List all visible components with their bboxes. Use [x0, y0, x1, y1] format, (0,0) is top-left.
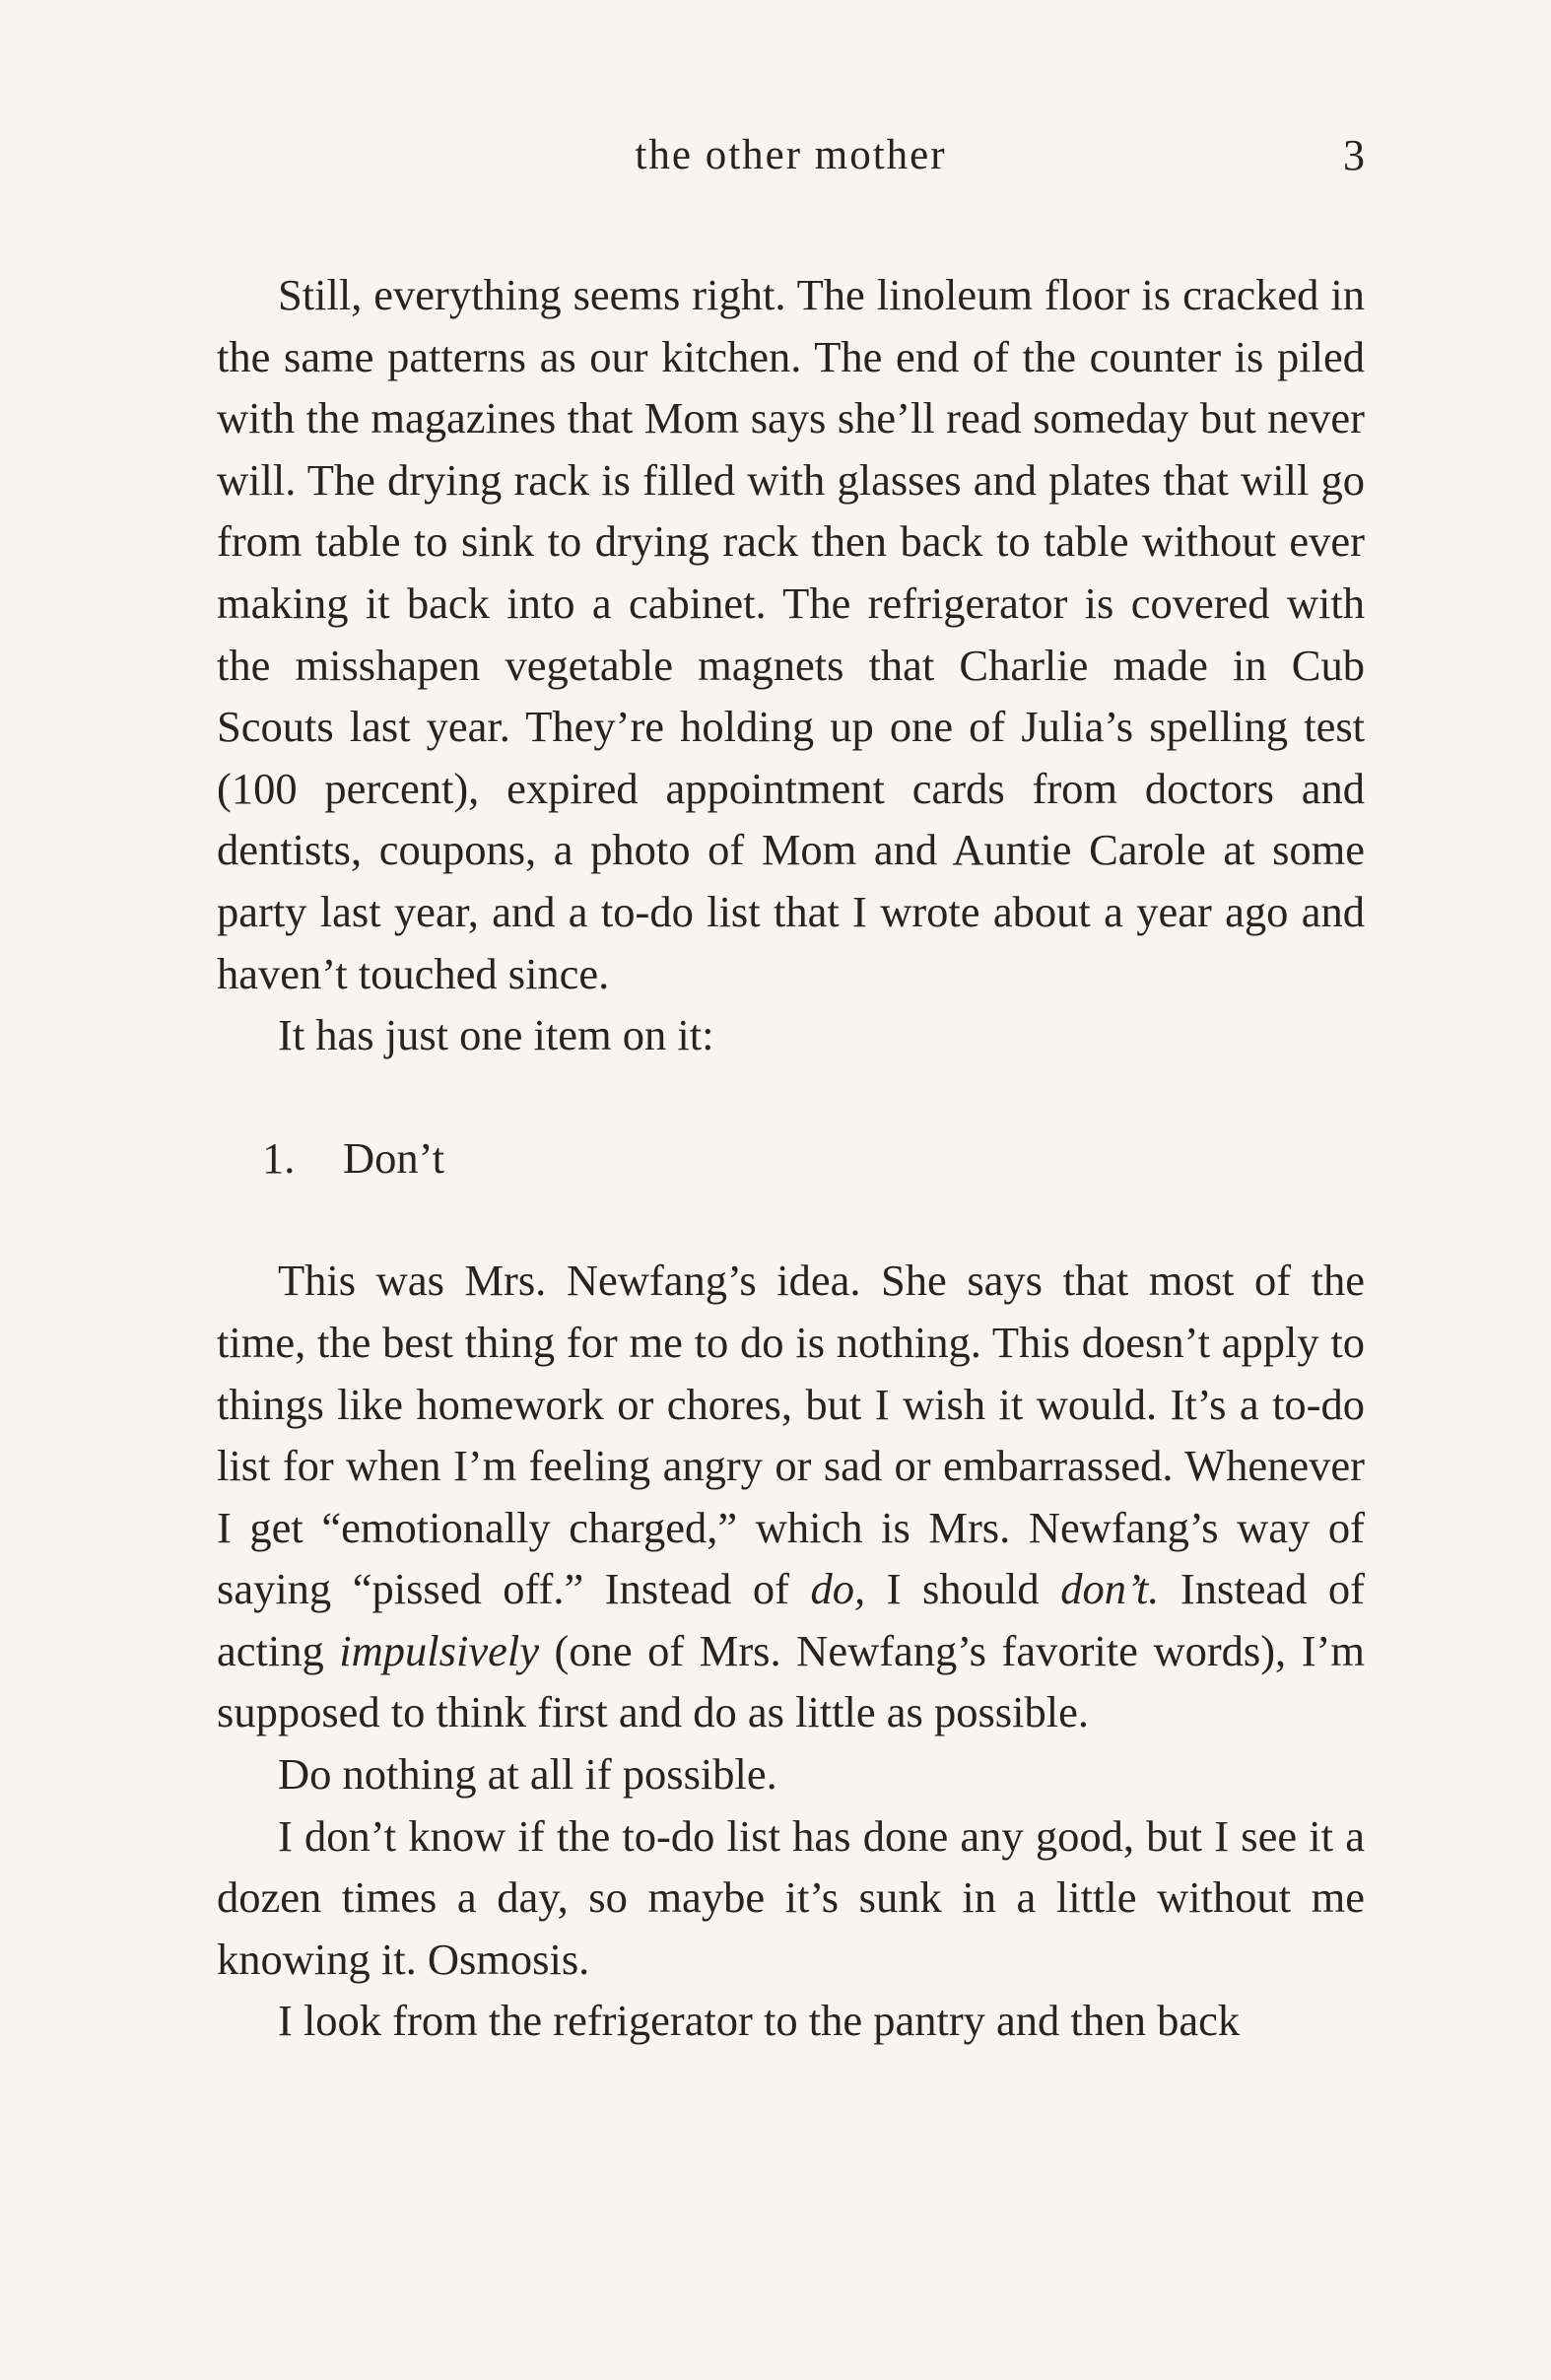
- paragraph-4: Do nothing at all if possible.: [278, 1749, 777, 1800]
- paragraph-3-part-4: (one of Mrs. Newfang’s favorite words), I’m supposed to think first and do as little as possible.: [217, 1625, 1365, 1737]
- paragraph-3: [217, 1250, 1365, 1743]
- paragraph-2: It has just one item on it:: [278, 1010, 714, 1060]
- paragraph-3-part-1: This was Mrs. Newfang’s idea. She says that most of the time, the best thing for me to do is nothing. This doesn’t apply to things like homework or chores, but I wish it would. It’s a to-do list for when I’m feeling angry or sad or embarrassed. Whenever I get “emotionally charged,” which is Mrs. Newfang’s way of saying “pissed off.” Instead of: [217, 1256, 1365, 1614]
- running-head: [217, 126, 1365, 185]
- paragraph-5: I don’t know if the to-do list has done any good, but I see it a dozen times a day, so maybe it’s sunk in a little without me knowing it. Osmosis.: [217, 1810, 1365, 1984]
- paragraph-3-part-2: I should: [865, 1564, 1061, 1614]
- emphasis-do: do,: [810, 1564, 866, 1614]
- todo-list: [217, 1127, 1365, 1190]
- body-text: [217, 264, 1365, 2052]
- emphasis-dont: don’t.: [1060, 1564, 1160, 1614]
- paragraph-6: I look from the refrigerator to the pantry and then back: [278, 1996, 1241, 2046]
- page-number: 3: [1343, 131, 1365, 179]
- list-item-text: Don’t: [343, 1132, 445, 1183]
- running-title: the other mother: [635, 132, 947, 178]
- paragraph-3-part-3: Instead of acting: [217, 1564, 1366, 1675]
- list-item-number: 1.: [262, 1132, 296, 1183]
- paragraph-1: Still, everything seems right. The linoleum floor is cracked in the same patterns as our kitchen. The end of the counter is piled with the magazines that Mom says she’ll read someday but never will. The drying rack is filled with glasses and plates that will go from table to sink to drying rack then back to table without ever making it back into a cabinet. The refrigerator is covered with the misshapen vegetable magnets that Charlie made in Cub Scouts last year. They’re holding up one of Julia’s spelling test (100 percent), expired appointment cards from doctors and dentists, coupons, a photo of Mom and Auntie Carole at some party last year, and a to-do list that I wrote about a year ago and haven’t touched since.: [217, 270, 1365, 998]
- emphasis-impulsively: impulsively: [339, 1625, 539, 1675]
- list-item: [262, 1127, 1365, 1190]
